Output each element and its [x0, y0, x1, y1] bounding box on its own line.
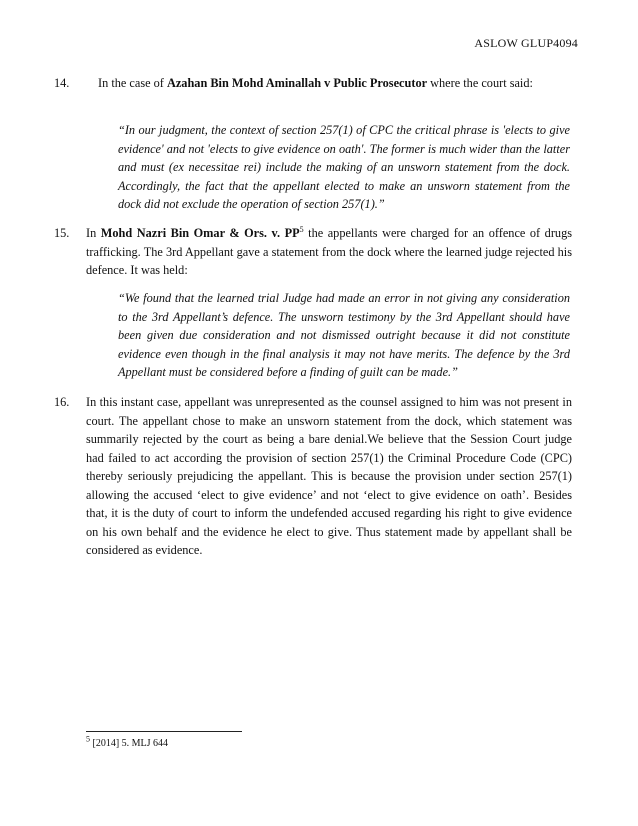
paragraph-14	[54, 74, 572, 93]
footnote-text: [2014] 5. MLJ 644	[90, 738, 169, 749]
paragraph-number: 16.	[54, 395, 70, 409]
document-code: ASLOW GLUP4094	[474, 36, 578, 50]
footnote-reference: 5	[299, 224, 304, 234]
case-name: Mohd Nazri Bin Omar & Ors. v. PP	[100, 226, 300, 240]
paragraph-text-pre: In the case of	[98, 76, 167, 90]
footnote-separator	[86, 731, 242, 732]
paragraph-number: 15.	[54, 226, 70, 240]
footnote-number: 5	[86, 734, 90, 744]
paragraph-text-pre: In	[86, 226, 101, 240]
paragraph-number: 14.	[54, 76, 70, 90]
paragraph-text: In this instant case, appellant was unrepresented as the counsel assigned to him was not present in court. The appellant chose to make an unsworn statement from the dock, which statement was summarily rejected by the court as being a bare denial.We believe that the Session Court judge had failed to act according the provision of section 257(1) the Criminal Procedure Code (CPC) thereby seriously prejudicing the appellant. This is because the provision under section 257(1) allowing the accused ‘elect to give evidence’ and not ‘elect to give evidence on oath’. Besides that, it is the duty of court to inform the undefended accused regarding his right to give evidence on his own behalf and the evidence he elect to give. Thus statement made by appellant shall be considered as evidence.	[86, 395, 572, 557]
paragraph-text-post: where the court said:	[427, 76, 533, 90]
footnote	[86, 734, 169, 749]
paragraph-16	[54, 393, 572, 560]
paragraph-text-post: the appellants were charged for an offence of drugs trafficking. The 3rd Appellant gave a statement from the dock where the learned judge rejected his defence. It was held:	[86, 226, 572, 277]
case-name: Azahan Bin Mohd Aminallah v Public Prosecutor	[166, 76, 428, 90]
quotation-15: “We found that the learned trial Judge had made an error in not giving any consideration to the 3rd Appellant’s defence. The unsworn testimony by the 3rd Appellant should have been given due consideration and not dismissed outright because it did not constitute evidence even though in the final analysis it may not have merits. The defence by the 3rd Appellant must be considered before a finding of guilt can be made.”	[118, 291, 570, 379]
paragraph-15	[54, 224, 572, 280]
quotation-14: “In our judgment, the context of section 257(1) of CPC the critical phrase is 'elects to give evidence' and not 'elects to give evidence on oath'. The former is much wider than the latter and must (ex necessitae rei) include the making of an unsworn statement from the dock. Accordingly, the fact that the appellant elected to make an unsworn statement from the dock did not exclude the operation of section 257(1).”	[118, 123, 570, 211]
